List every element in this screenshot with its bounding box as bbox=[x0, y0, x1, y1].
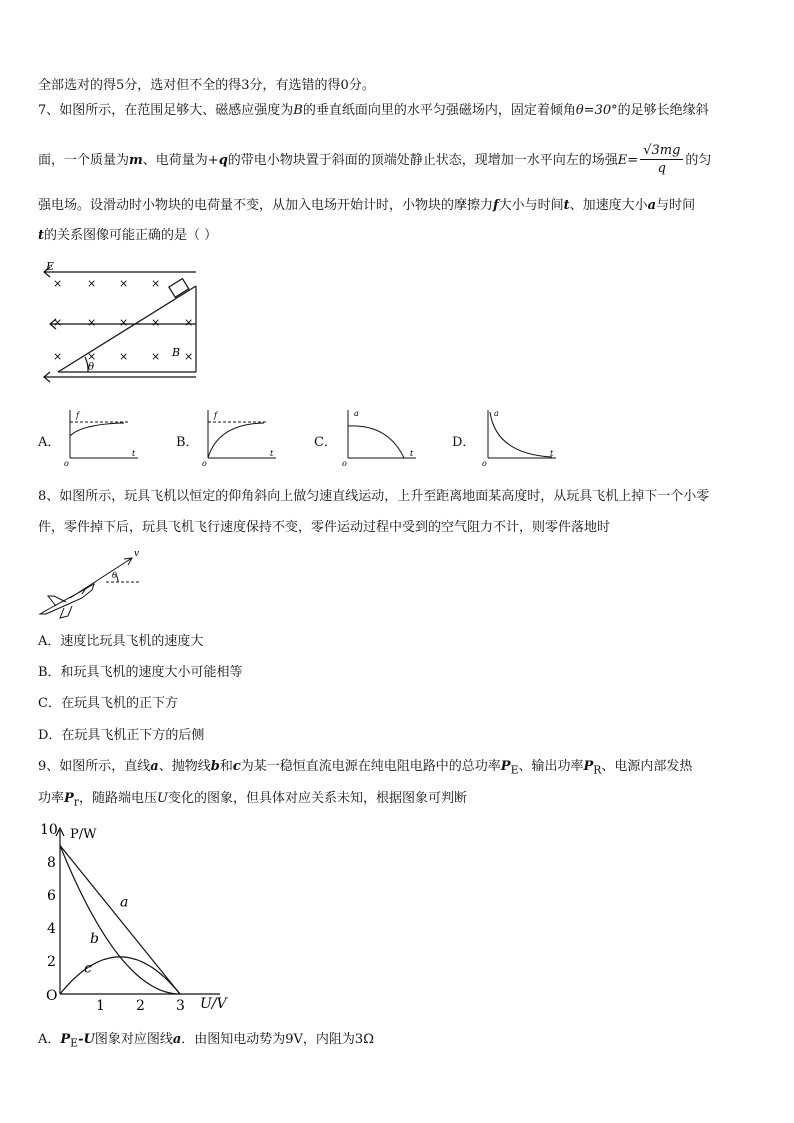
angle-theta-label: θ bbox=[88, 362, 95, 373]
q7-option-C-graph bbox=[340, 406, 420, 466]
q9-power-chart bbox=[30, 822, 260, 1012]
field-E-label: E bbox=[46, 260, 55, 273]
q7-option-B-label[interactable]: B． bbox=[176, 435, 199, 450]
svg-text:o: o bbox=[202, 459, 207, 468]
q8-option-B[interactable]: B．和玩具飞机的速度大小可能相等 bbox=[38, 665, 243, 680]
q8-plane-figure bbox=[34, 548, 144, 620]
y-tick-label: 6 bbox=[47, 888, 56, 904]
svg-text:×: × bbox=[53, 316, 63, 329]
q7-option-B-graph bbox=[200, 406, 280, 466]
svg-text:×: × bbox=[151, 350, 161, 363]
q9-line1: 9、如图所示，直线a、抛物线b和c为某一稳恒直流电源在纯电阻电路中的总功率$P_E$、输出功率$P_R$、电源内部发热 bbox=[38, 759, 693, 777]
svg-text:×: × bbox=[151, 277, 161, 290]
q7-option-D-label[interactable]: D． bbox=[452, 435, 476, 450]
y-tick-label: 8 bbox=[47, 855, 56, 871]
x-tick-label: 2 bbox=[136, 998, 145, 1014]
q7-option-A-graph bbox=[62, 406, 142, 466]
q7-incline-figure bbox=[36, 256, 206, 386]
curve-label-a: a bbox=[120, 894, 129, 911]
x-axis-label: U/V bbox=[200, 996, 227, 1012]
svg-text:a: a bbox=[354, 409, 359, 418]
svg-text:×: × bbox=[53, 350, 63, 363]
field-B-label: B bbox=[172, 346, 181, 359]
y-tick-label: 2 bbox=[47, 954, 56, 970]
q8-line1: 8、如图所示，玩具飞机以恒定的仰角斜向上做匀速直线运动，上升至距离地面某高度时，从玩具飞机上掉下一个小零 bbox=[38, 489, 710, 504]
svg-text:×: × bbox=[184, 316, 194, 329]
q7-line3: 强电场。设滑动时小物块的电荷量不变，从加入电场开始计时，小物块的摩擦力f大小与时间t、加速度大小a与时间 bbox=[38, 198, 696, 213]
intro-text: 全部选对的得5分，选对但不全的得3分，有选错的得0分。 bbox=[38, 78, 375, 93]
svg-text:×: × bbox=[53, 277, 63, 290]
svg-text:×: × bbox=[87, 277, 97, 290]
q8-option-A[interactable]: A．速度比玩具飞机的速度大 bbox=[38, 634, 204, 649]
svg-text:f: f bbox=[214, 411, 217, 420]
q7-option-A-label[interactable]: A． bbox=[38, 435, 61, 450]
svg-text:×: × bbox=[184, 350, 194, 363]
svg-text:×: × bbox=[151, 316, 161, 329]
svg-text:×: × bbox=[87, 316, 97, 329]
curve-label-b: b bbox=[90, 930, 99, 947]
curve-label-c: c bbox=[84, 960, 92, 977]
q8-line2: 件，零件掉下后，玩具飞机飞行速度保持不变，零件运动过程中受到的空气阻力不计，则零件落地时 bbox=[38, 520, 611, 535]
y-tick-label: 4 bbox=[47, 921, 56, 937]
svg-text:t: t bbox=[550, 449, 554, 458]
svg-text:t: t bbox=[410, 449, 414, 458]
svg-text:×: × bbox=[119, 350, 129, 363]
x-tick-label: 3 bbox=[176, 998, 185, 1014]
origin-label: O bbox=[46, 988, 58, 1004]
curve-c bbox=[60, 957, 180, 994]
svg-text:×: × bbox=[87, 350, 97, 363]
svg-text:f: f bbox=[76, 411, 79, 420]
q8-option-C[interactable]: C．在玩具飞机的正下方 bbox=[38, 696, 178, 711]
y-tick-label: 10 bbox=[40, 822, 58, 838]
curve-a bbox=[60, 846, 180, 995]
svg-text:a: a bbox=[494, 409, 499, 418]
q9-option-A[interactable]: A．$P_E-U$图象对应图线a．由图知电动势为9V，内阻为3Ω bbox=[38, 1032, 374, 1050]
q9-line2: 功率$P_r$，随路端电压U变化的图象，但具体对应关系未知，根据图象可判断 bbox=[38, 791, 467, 809]
angle-theta-label: θ bbox=[112, 571, 117, 580]
svg-text:o: o bbox=[342, 459, 347, 468]
svg-text:t: t bbox=[270, 449, 274, 458]
q7-line4: t的关系图像可能正确的是（ ） bbox=[38, 228, 218, 243]
y-axis-label: P/W bbox=[70, 827, 97, 842]
svg-text:t: t bbox=[132, 449, 136, 458]
field-fraction: $\frac{√3mg}{q}$ bbox=[640, 143, 683, 178]
velocity-v-label: v bbox=[134, 549, 140, 559]
svg-text:o: o bbox=[64, 459, 69, 468]
q7-line1: 7、如图所示，在范围足够大、磁感应强度为B的垂直纸面向里的水平匀强磁场内，固定着倾角θ=30°的足够长绝缘斜 bbox=[38, 103, 709, 118]
q8-option-D[interactable]: D．在玩具飞机正下方的后侧 bbox=[38, 728, 205, 743]
q7-line2: 面，一个质量为m、电荷量为+q的带电小物块置于斜面的顶端处静止状态，现增加一水平向左的场强E= $\frac{√3mg}{q}$ 的匀 bbox=[38, 143, 712, 176]
q7-option-C-label[interactable]: C． bbox=[314, 435, 337, 450]
q7-option-D-graph bbox=[480, 406, 560, 466]
x-tick-label: 1 bbox=[96, 998, 105, 1014]
svg-text:×: × bbox=[119, 277, 129, 290]
svg-text:×: × bbox=[119, 316, 129, 329]
svg-text:o: o bbox=[482, 459, 487, 468]
